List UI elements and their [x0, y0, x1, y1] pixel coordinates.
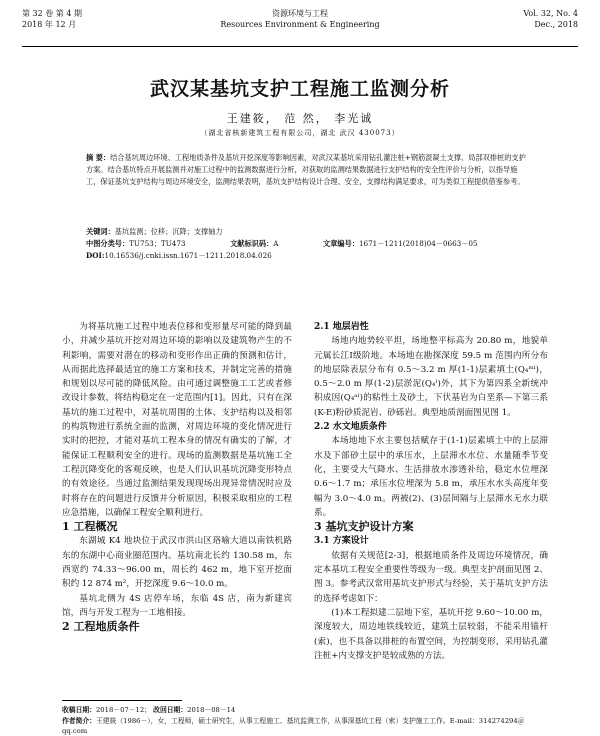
volume-en: Vol. 32, No. 4: [523, 9, 578, 18]
issue-date: 2018 年 12 月: [22, 20, 77, 29]
section-3-1-heading: 3.1 方案设计: [314, 536, 369, 547]
section-1-paragraph-1: 东湖城 K4 地块位于武汉市洪山区珞喻大道以南铁机路东的东湖中心商业圈范围内。基坑南北长约 130.58 m，东西宽约 74.33～96.00 m，周长约 462 m，地下室开挖面积约 12 874 m²，开挖深度 9.6～10.0 m。: [62, 536, 292, 590]
revised-date: 2018－08－14: [187, 706, 236, 714]
clc-value: TU753；TU473: [129, 239, 186, 248]
keywords-text: 基坑监测；位移；沉降；支撑轴力: [114, 227, 223, 236]
section-3-heading: 3 基坑支护设计方案: [314, 520, 414, 534]
journal-name-cn: 资源环境与工程: [272, 9, 328, 18]
affiliation: （湖北省核新建筑工程有限公司，湖北 武汉 430073）: [200, 129, 400, 137]
section-1-paragraph-2: 基坑北侧为 4S 店停车场，东临 4S 店，南为新建宾馆，西与开发工程为一工地相接。: [62, 593, 292, 618]
section-2-2-heading: 2.2 水文地质条件: [314, 422, 387, 433]
section-2-1-heading: 2.1 地层岩性: [314, 322, 369, 332]
author-list: 王建筱， 范 然， 李光诚: [226, 112, 374, 125]
keywords-label: 关键词：: [86, 227, 115, 236]
received-date: 2018－07－12；: [95, 706, 151, 714]
author-bio-label: 作者简介：: [62, 717, 96, 725]
article-no-label: 文章编号：: [323, 239, 359, 248]
classification-line: [86, 238, 526, 250]
header-rule: [22, 46, 578, 47]
section-3-1-paragraph-1: 依据有关规范[2-3]，根据地质条件及周边环境情况，确定本基坑工程安全重要性等级为一级。典型支护剖面见图 2、图 3。参考武汉常用基坑支护形式与经验，关于基坑支护方法的选择考虑如下：: [314, 550, 548, 604]
revised-label: 改回日期：: [153, 706, 188, 714]
footnote-author: [62, 716, 548, 736]
header-center: [22, 8, 578, 30]
doi-line: [86, 250, 526, 262]
section-2-1-paragraph: 场地内地势较平坦，场地整平标高为 20.80 m，地貌单元属长江Ⅰ级阶地。本场地在勘探深度 59.5 m 范围内所分布的地层除表层分布有 0.5～3.2 m 厚(1-1)层素填土(Q₄ᵐˡ)，0.5～2.0 m 厚(1-2)层淤泥(Q₄ˡ)外，其下为第四系全新统冲积成因(Q₄ᵃˡ)的粘性土及砂土，下伏基岩为白垩系—下第三系(K-E)粉砂质泥岩、砂砾岩。典型地质剖面图见图 1。: [314, 336, 548, 418]
doi-value: 10.16536/j.cnki.issn.1671－1211.2018.04.026: [104, 251, 272, 260]
journal-header: [22, 8, 578, 46]
journal-name-en: Resources Environment & Engineering: [220, 20, 380, 29]
received-label: 收稿日期：: [62, 706, 96, 714]
section-3-1-paragraph-2: (1)本工程拟建二层地下室，基坑开挖 9.60～10.00 m，深度较大，周边地铁线较近，建筑土层较弱，不能采用锚杆(索)，也不具备以排桩的布置空间，为控制变形，采用钻孔灌注桩+内支撑支护是较成熟的方法。: [314, 607, 548, 661]
doi-label: DOI:: [86, 251, 105, 260]
article-no-value: 1671－1211(2018)04－0663－05: [358, 239, 478, 248]
footnote-rule: [62, 700, 182, 701]
keywords: [86, 226, 526, 238]
paper-title: 武汉某基坑支护工程施工监测分析: [149, 78, 450, 100]
date-en: Dec., 2018: [534, 20, 578, 29]
header-right: [523, 8, 578, 30]
left-column: [62, 320, 292, 635]
intro-paragraph: 为将基坑施工过程中地表位移和变形量尽可能的降到最小，并减少基坑开挖对周边环境的影响以及建筑物产生的不利影响，需要对潜在的移动和变形作出正确的预测和估计，从而据此选择最适宜的施工方案和技术，并制定完善的措施和规划以尽可能的降低风险。由可通过调整施工工艺或者修改设计参数，将结构稳定在一定范围内[1]。因此，只有在深基坑的施工过程中，对基坑周围的土体、支护结构以及相邻的构筑物进行系统全面的监测，对周边环境的变化情况进行实时的把控，才能对基坑工程本身的情况有确实的了解，才能保证工程顺利安全的进行。现场的监测数据是基坑施工全工程沉降变化的客观反映，也是人们认识基坑沉降变形特点的有效途径。当通过监测结果发现现场出现异常情况时应及时将存在的问题进行反馈并分析原因，积极采取相应的工程应急措施，以确保工程安全顺利进行。: [62, 322, 292, 518]
section-2-heading: 2 工程地质条件: [62, 620, 140, 634]
doc-code-value: A: [273, 239, 279, 248]
clc-label: 中图分类号：: [86, 239, 130, 248]
abstract-text: 结合基坑周边环境、工程地质条件及基坑开挖深度等影响因素，对武汉某基坑采用钻孔灌注桩+钢筋混凝土支撑、局部双排桩的支护方案。结合基坑特点开展监测并对施工过程中的监测数据进行分析，对获取的监测结果数据进行支护结构的安全性评价与分析，以指导施工，保证基坑支护结构与周边环境安全，监测结果表明，基坑支护结构设计合理、安全，支撑结构满足要求，可为类似工程提供借鉴参考。: [86, 153, 526, 186]
section-2-2-paragraph: 本场地地下水主要包括赋存于(1-1)层素填土中的上层滞水及下部砂土层中的承压水，上层滞水水位、水量随季节变化，主要受大气降水、生活排放水渗透补给，稳定水位埋深 0.6～1.7 m；承压水位埋深为 5.8 m，承压水水头高度年变幅为 3.0～4.0 m。两被(2)、(3)层间隔与上层滞水无水力联系。: [314, 436, 548, 518]
volume-issue: 第 32 卷 第 4 期: [22, 9, 82, 18]
author-bio: 王建筱（1986－），女，工程师，硕士研究生，从事工程施工、基坑监测工作，从事深基坑工程（索）支护施工工作。E-mail：314274294＠qq.com: [62, 717, 525, 735]
abstract: [86, 152, 526, 188]
doc-code-label: 文献标识码：: [230, 239, 274, 248]
footnote-dates: [62, 705, 548, 715]
abstract-label: 摘 要：: [86, 153, 111, 162]
right-column: [314, 320, 548, 663]
section-1-heading: 1 工程概况: [62, 520, 118, 534]
